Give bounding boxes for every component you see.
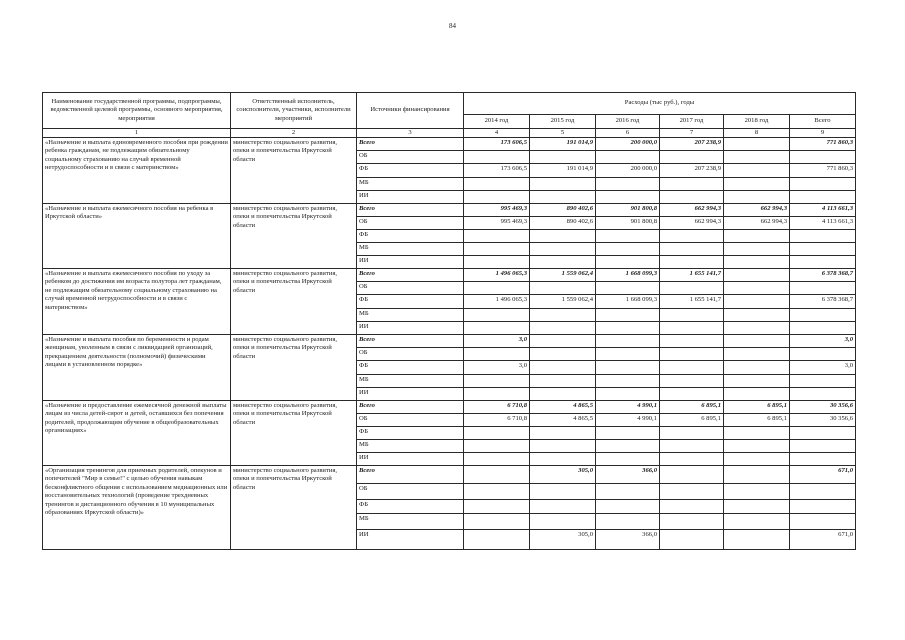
year-value [596, 427, 660, 440]
year-value [724, 322, 790, 335]
total-value: 4 113 661,3 [790, 204, 856, 217]
year-value [530, 335, 596, 348]
funding-source: ИИ [357, 453, 464, 466]
total-value: 671,0 [790, 530, 856, 550]
column-number: 9 [790, 129, 856, 138]
total-value [790, 243, 856, 256]
year-value [596, 484, 660, 500]
year-value [660, 530, 724, 550]
measure-name: «Назначение и выплата единовременного пособия при рождении ребенка гражданам, не подлежащим обязательному социальному страхованию на случай временной нетрудоспособности и в связи с материнством» [43, 138, 231, 204]
year-value [724, 466, 790, 484]
year-value [724, 440, 790, 453]
total-value: 3,0 [790, 361, 856, 375]
year-value [530, 243, 596, 256]
total-value: 771 860,3 [790, 164, 856, 178]
year-value: 191 014,9 [530, 164, 596, 178]
total-value [790, 500, 856, 514]
year-value [464, 243, 530, 256]
year-value: 173 606,5 [464, 164, 530, 178]
year-value: 1 655 141,7 [660, 269, 724, 282]
year-value [724, 138, 790, 151]
year-value [660, 361, 724, 375]
year-value: 1 655 141,7 [660, 295, 724, 309]
funding-source: МБ [357, 375, 464, 388]
year-value [596, 191, 660, 204]
year-value [464, 440, 530, 453]
year-value [660, 427, 724, 440]
year-value: 1 559 062,4 [530, 295, 596, 309]
year-value [596, 243, 660, 256]
column-number: 7 [660, 129, 724, 138]
total-value [790, 484, 856, 500]
year-value [660, 335, 724, 348]
total-value [790, 178, 856, 191]
year-value: 901 800,8 [596, 217, 660, 230]
year-value: 366,0 [596, 466, 660, 484]
funding-source: ФБ [357, 230, 464, 243]
column-number: 2 [231, 129, 357, 138]
funding-source: ФБ [357, 427, 464, 440]
year-value: 4 865,5 [530, 401, 596, 414]
funding-source: ОБ [357, 217, 464, 230]
year-value: 1 668 099,3 [596, 295, 660, 309]
year-value: 6 895,1 [660, 401, 724, 414]
column-number: 6 [596, 129, 660, 138]
year-value: 3,0 [464, 361, 530, 375]
year-value [464, 151, 530, 164]
year-value [596, 388, 660, 401]
year-value [660, 466, 724, 484]
header-year: 2014 год [464, 115, 530, 129]
year-value [530, 256, 596, 269]
measure-name: «Назначение и предоставление ежемесячной денежной выплаты лицам из числа детей-сирот и детей, оставшихся без попечения родителей, продолжающим обучение в общеобразовательных организациях» [43, 401, 231, 466]
year-value [724, 191, 790, 204]
year-value: 901 800,8 [596, 204, 660, 217]
year-value [464, 348, 530, 361]
funding-source: МБ [357, 440, 464, 453]
page-number: 84 [449, 22, 456, 30]
year-value: 995 469,3 [464, 204, 530, 217]
table-row [43, 138, 856, 151]
header-source: Источники финансирования [357, 93, 464, 129]
year-value [724, 530, 790, 550]
total-value [790, 191, 856, 204]
table-row [43, 204, 856, 217]
year-value [464, 388, 530, 401]
year-value [596, 348, 660, 361]
year-value [660, 500, 724, 514]
year-value: 1 496 065,3 [464, 295, 530, 309]
year-value [660, 484, 724, 500]
measure-name: «Назначение и выплата ежемесячного пособия по уходу за ребенком до достижения им возраста полутора лет гражданам, не подлежащим обязательному социальному страхованию на случай временной нетрудоспособности и в связи с материнством» [43, 269, 231, 335]
year-value [596, 453, 660, 466]
year-value [724, 453, 790, 466]
funding-source: ФБ [357, 164, 464, 178]
year-value [464, 282, 530, 295]
total-value [790, 322, 856, 335]
year-value [596, 361, 660, 375]
year-value: 366,0 [596, 530, 660, 550]
funding-source: ОБ [357, 151, 464, 164]
year-value [724, 348, 790, 361]
year-value [660, 348, 724, 361]
year-value [660, 191, 724, 204]
year-value: 1 668 099,3 [596, 269, 660, 282]
header-year: 2018 год [724, 115, 790, 129]
total-value [790, 375, 856, 388]
year-value [724, 335, 790, 348]
year-value: 890 402,6 [530, 204, 596, 217]
total-value [790, 309, 856, 322]
year-value: 662 994,3 [660, 217, 724, 230]
year-value [724, 514, 790, 530]
total-value [790, 256, 856, 269]
funding-source: МБ [357, 309, 464, 322]
year-value [464, 375, 530, 388]
header-year: 2015 год [530, 115, 596, 129]
year-value [724, 361, 790, 375]
funding-source: Всего [357, 138, 464, 151]
year-value [596, 514, 660, 530]
year-value: 6 895,1 [724, 414, 790, 427]
year-value: 191 014,9 [530, 138, 596, 151]
year-value [530, 191, 596, 204]
header-expenses: Расходы (тыс руб.), годы [464, 93, 856, 115]
year-value [530, 348, 596, 361]
year-value [464, 191, 530, 204]
funding-source: ФБ [357, 295, 464, 309]
year-value [660, 375, 724, 388]
funding-source: ОБ [357, 282, 464, 295]
year-value [530, 388, 596, 401]
funding-source: ИИ [357, 322, 464, 335]
year-value: 207 238,9 [660, 138, 724, 151]
total-value: 3,0 [790, 335, 856, 348]
year-value [596, 230, 660, 243]
total-value [790, 348, 856, 361]
year-value [596, 256, 660, 269]
year-value [464, 484, 530, 500]
year-value [530, 500, 596, 514]
year-value [660, 440, 724, 453]
year-value [530, 514, 596, 530]
executor-name: министерство социального развития, опеки и попечительства Иркутской области [231, 466, 357, 550]
header-year: 2016 год [596, 115, 660, 129]
year-value [464, 309, 530, 322]
table-row [43, 401, 856, 414]
total-value: 4 113 661,3 [790, 217, 856, 230]
year-value [724, 230, 790, 243]
year-value: 305,0 [530, 466, 596, 484]
header-year: 2017 год [660, 115, 724, 129]
year-value [724, 295, 790, 309]
executor-name: министерство социального развития, опеки и попечительства Иркутской области [231, 204, 357, 269]
year-value [660, 256, 724, 269]
funding-source: ОБ [357, 348, 464, 361]
year-value [530, 375, 596, 388]
year-value [724, 243, 790, 256]
year-value [724, 375, 790, 388]
budget-table [42, 92, 856, 550]
funding-source: Всего [357, 401, 464, 414]
year-value [530, 282, 596, 295]
executor-name: министерство социального развития, опеки и попечительства Иркутской области [231, 401, 357, 466]
year-value [596, 309, 660, 322]
year-value [530, 361, 596, 375]
year-value [464, 256, 530, 269]
year-value: 4 990,1 [596, 414, 660, 427]
year-value: 995 469,3 [464, 217, 530, 230]
year-value: 6 895,1 [724, 401, 790, 414]
year-value [464, 530, 530, 550]
year-value [530, 151, 596, 164]
year-value: 4 865,5 [530, 414, 596, 427]
year-value [660, 309, 724, 322]
year-value [660, 230, 724, 243]
year-value [596, 282, 660, 295]
year-value [660, 453, 724, 466]
year-value: 1 559 062,4 [530, 269, 596, 282]
year-value: 200 000,0 [596, 138, 660, 151]
year-value: 207 238,9 [660, 164, 724, 178]
total-value [790, 388, 856, 401]
year-value [660, 178, 724, 191]
funding-source: ИИ [357, 256, 464, 269]
total-value [790, 282, 856, 295]
year-value: 200 000,0 [596, 164, 660, 178]
funding-source: МБ [357, 514, 464, 530]
year-value: 3,0 [464, 335, 530, 348]
year-value [660, 151, 724, 164]
year-value [596, 500, 660, 514]
year-value: 6 710,8 [464, 414, 530, 427]
year-value [596, 440, 660, 453]
year-value [660, 322, 724, 335]
total-value [790, 514, 856, 530]
year-value [464, 178, 530, 191]
year-value: 4 990,1 [596, 401, 660, 414]
funding-source: ФБ [357, 500, 464, 514]
year-value: 6 710,8 [464, 401, 530, 414]
funding-source: ОБ [357, 484, 464, 500]
year-value [724, 388, 790, 401]
year-value: 173 606,5 [464, 138, 530, 151]
year-value [530, 440, 596, 453]
year-value [464, 514, 530, 530]
column-number: 5 [530, 129, 596, 138]
funding-source: ФБ [357, 361, 464, 375]
year-value [724, 500, 790, 514]
year-value [530, 322, 596, 335]
year-value [724, 309, 790, 322]
year-value [724, 151, 790, 164]
year-value [464, 322, 530, 335]
column-number: 3 [357, 129, 464, 138]
year-value [724, 427, 790, 440]
total-value [790, 440, 856, 453]
year-value [464, 466, 530, 484]
total-value: 6 378 368,7 [790, 269, 856, 282]
measure-name: «Организация тренингов для приемных родителей, опекунов и попечителей "Мир в семье!" с целью обучения навыкам бесконфликтного общения с использованием медиационных или восстановительных технологий (проведение трехдневных тренингов и дистанционного обучения в 10 муниципальных образованиях Иркутской области)» [43, 466, 231, 550]
year-value: 662 994,3 [660, 204, 724, 217]
year-value [530, 427, 596, 440]
header-executor: Ответственный исполнитель, соисполнители, участники, исполнители мероприятий [231, 93, 357, 129]
total-value [790, 230, 856, 243]
total-value [790, 427, 856, 440]
funding-source: ИИ [357, 530, 464, 550]
total-value: 30 356,6 [790, 414, 856, 427]
total-value [790, 453, 856, 466]
year-value: 890 402,6 [530, 217, 596, 230]
year-value [596, 178, 660, 191]
year-value [660, 514, 724, 530]
funding-source: ИИ [357, 191, 464, 204]
year-value [530, 230, 596, 243]
year-value [660, 282, 724, 295]
header-name: Наименование государственной программы, подпрограммы, ведомственной целевой программы, основного мероприятия, мероприятия [43, 93, 231, 129]
column-number: 1 [43, 129, 231, 138]
year-value [530, 484, 596, 500]
year-value [660, 243, 724, 256]
year-value: 6 895,1 [660, 414, 724, 427]
year-value [596, 151, 660, 164]
funding-source: Всего [357, 335, 464, 348]
year-value [464, 500, 530, 514]
year-value [660, 388, 724, 401]
year-value [596, 322, 660, 335]
table-row [43, 335, 856, 348]
executor-name: министерство социального развития, опеки и попечительства Иркутской области [231, 138, 357, 204]
measure-name: «Назначение и выплата пособия по беременности и родам женщинам, уволенным в связи с ликвидацией организаций, прекращением деятельности (полномочий) физическими лицами в установленном порядке» [43, 335, 231, 401]
year-value [464, 453, 530, 466]
year-value [530, 309, 596, 322]
funding-source: ОБ [357, 414, 464, 427]
total-value: 671,0 [790, 466, 856, 484]
year-value [530, 178, 596, 191]
year-value [724, 269, 790, 282]
funding-source: Всего [357, 269, 464, 282]
total-value [790, 151, 856, 164]
year-value [724, 178, 790, 191]
year-value: 305,0 [530, 530, 596, 550]
executor-name: министерство социального развития, опеки и попечительства Иркутской области [231, 335, 357, 401]
column-number: 8 [724, 129, 790, 138]
year-value [724, 256, 790, 269]
year-value [464, 427, 530, 440]
funding-source: Всего [357, 466, 464, 484]
column-number: 4 [464, 129, 530, 138]
funding-source: МБ [357, 243, 464, 256]
year-value [724, 282, 790, 295]
funding-source: ИИ [357, 388, 464, 401]
header-total: Всего [790, 115, 856, 129]
total-value: 30 356,6 [790, 401, 856, 414]
total-value: 6 378 368,7 [790, 295, 856, 309]
funding-source: МБ [357, 178, 464, 191]
year-value [596, 335, 660, 348]
year-value: 662 994,3 [724, 204, 790, 217]
year-value [596, 375, 660, 388]
year-value [724, 484, 790, 500]
executor-name: министерство социального развития, опеки и попечительства Иркутской области [231, 269, 357, 335]
year-value [724, 164, 790, 178]
table-row [43, 466, 856, 484]
total-value: 771 860,3 [790, 138, 856, 151]
table-row [43, 269, 856, 282]
year-value: 1 496 065,3 [464, 269, 530, 282]
funding-source: Всего [357, 204, 464, 217]
year-value: 662 994,3 [724, 217, 790, 230]
year-value [464, 230, 530, 243]
measure-name: «Назначение и выплата ежемесячного пособия на ребенка в Иркутской области» [43, 204, 231, 269]
year-value [530, 453, 596, 466]
